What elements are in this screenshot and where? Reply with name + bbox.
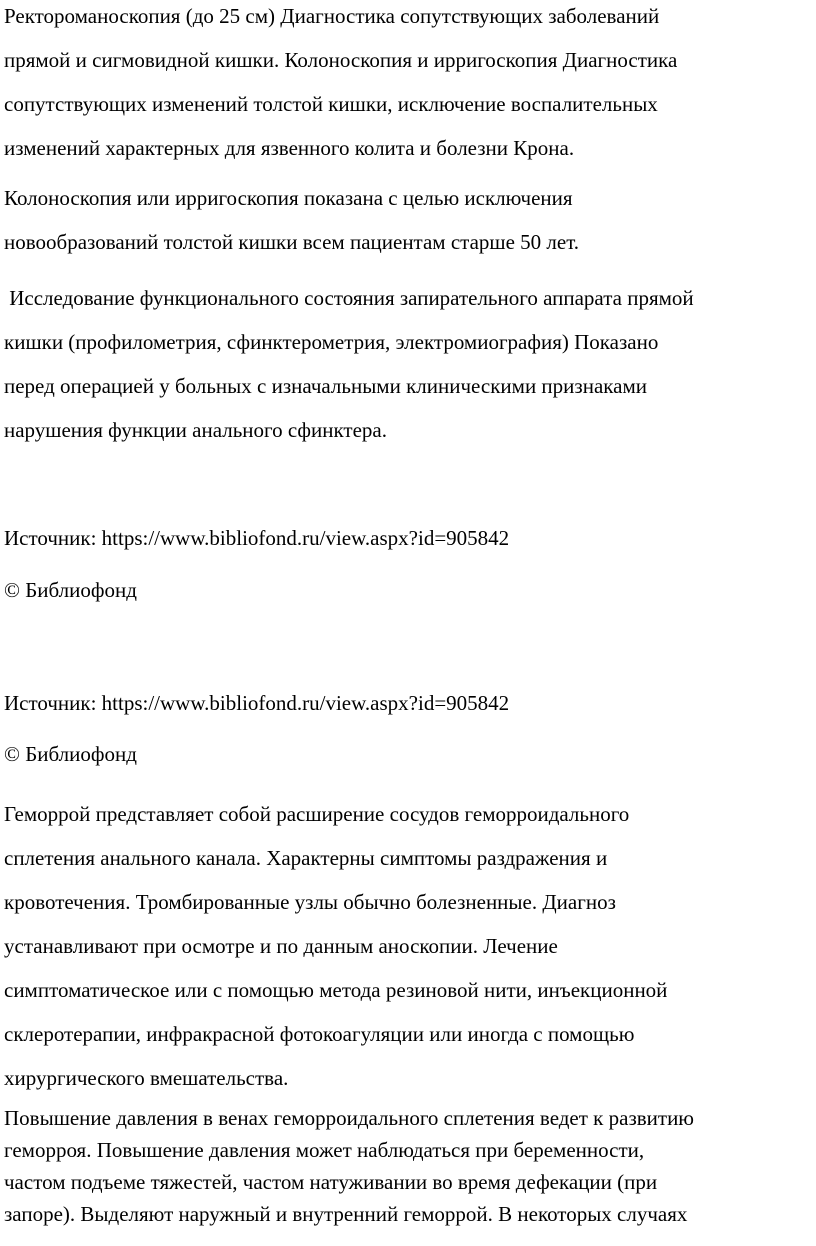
text-line: устанавливают при осмотре и по данным аноскопии. Лечение [4,934,558,958]
paragraph-diagnostics [4,0,804,170]
text-line: Геморрой представляет собой расширение сосудов геморроидального [4,802,630,826]
text-line: сопутствующих изменений толстой кишки, исключение воспалительных [4,92,658,116]
copyright-line: © Библиофонд [4,578,137,602]
text-line: частом подъеме тяжестей, частом натуживании во время дефекации (при [4,1170,658,1194]
paragraph-colonoscopy [4,176,804,264]
text-line: геморроя. Повышение давления может наблюдаться при беременности, [4,1138,645,1162]
text-line: кишки (профилометрия, сфинктерометрия, электромиография) Показано [4,330,659,354]
text-line: новообразований толстой кишки всем пациентам старше 50 лет. [4,230,580,254]
text-line: перед операцией у больных с изначальными клиническими признаками [4,374,647,398]
paragraph-hemorrhoids [4,792,810,1100]
text-line: запоре). Выделяют наружный и внутренний геморрой. В некоторых случаях [4,1202,688,1226]
text-line: Ректороманоскопия (до 25 см) Диагностика сопутствующих заболеваний [4,4,660,28]
source-line: Источник: https://www.bibliofond.ru/view.aspx?id=905842 [4,526,510,550]
copyright-line: © Библиофонд [4,742,137,766]
text-line: прямой и сигмовидной кишки. Колоноскопия и ирригоскопия Диагностика [4,48,678,72]
text-line: изменений характерных для язвенного колита и болезни Крона. [4,136,575,160]
text-line: склеротерапии, инфракрасной фотокоагуляции или иногда с помощью [4,1022,635,1046]
text-line: хирургического вмешательства. [4,1066,289,1090]
text-line: кровотечения. Тромбированные узлы обычно болезненные. Диагноз [4,890,616,914]
text-line: Повышение давления в венах геморроидального сплетения ведет к развитию [4,1106,694,1130]
paragraph-pressure [4,1102,812,1230]
text-line: Колоноскопия или ирригоскопия показана с целью исключения [4,186,573,210]
text-line: Исследование функционального состояния запирательного аппарата прямой [4,286,694,310]
source-line: Источник: https://www.bibliofond.ru/view.aspx?id=905842 [4,691,510,715]
paragraph-sphincter-study [4,276,810,452]
text-line: сплетения анального канала. Характерны симптомы раздражения и [4,846,608,870]
text-line: симптоматическое или с помощью метода резиновой нити, инъекционной [4,978,668,1002]
text-line: нарушения функции анального сфинктера. [4,418,388,442]
